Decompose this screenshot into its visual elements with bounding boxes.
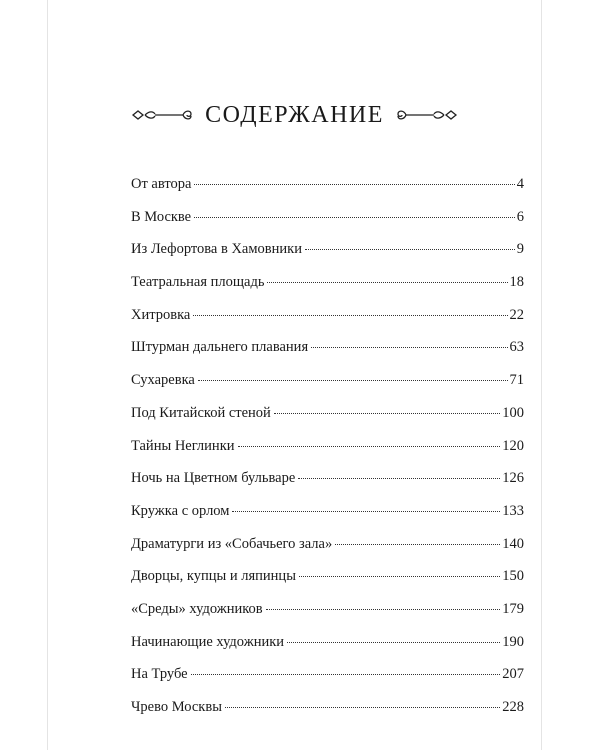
toc-entry[interactable] <box>131 632 524 665</box>
toc-entry-title: Ночь на Цветном бульваре <box>131 470 296 487</box>
toc-entry-page: 100 <box>502 404 524 421</box>
toc-entry-page: 4 <box>516 176 524 192</box>
book-page <box>47 0 542 750</box>
toc-entry-page: 6 <box>516 208 524 225</box>
dot-leader <box>274 413 500 414</box>
toc-entry[interactable] <box>131 174 524 207</box>
toc-entry[interactable] <box>131 337 524 370</box>
dot-leader <box>267 282 507 283</box>
toc-entry[interactable] <box>131 207 524 240</box>
toc-entry-page: 179 <box>502 600 524 617</box>
dot-leader <box>194 217 515 218</box>
toc-entry-page: 140 <box>502 535 524 552</box>
toc-entry-page: 63 <box>509 339 524 356</box>
toc-entry-title: Тайны Неглинки <box>131 437 235 454</box>
toc-entry[interactable] <box>131 501 524 534</box>
toc-entry[interactable] <box>131 697 524 730</box>
toc-entry-title: Под Китайской стеной <box>131 404 271 421</box>
toc-entry-title: Штурман дальнего плавания <box>131 339 309 356</box>
toc-entry[interactable] <box>131 664 524 697</box>
toc-entry-page: 126 <box>502 470 524 487</box>
toc-entry-page: 150 <box>502 568 524 585</box>
toc-entry[interactable] <box>131 599 524 632</box>
dot-leader <box>298 478 500 479</box>
toc-entry-page: 228 <box>502 699 524 715</box>
toc-entry[interactable] <box>131 566 524 599</box>
dot-leader <box>311 347 507 348</box>
toc-entry-title: Из Лефортова в Хамовники <box>131 241 302 258</box>
toc-entry-page: 207 <box>502 666 524 683</box>
dot-leader <box>266 609 501 610</box>
toc-entry-title: Драматурги из «Собачьего зала» <box>131 535 333 552</box>
toc-entry-page: 71 <box>509 372 524 389</box>
dot-leader <box>238 446 501 447</box>
toc-entry-page: 120 <box>502 437 524 454</box>
toc-entry-title: «Среды» художников <box>131 600 263 617</box>
dot-leader <box>232 511 500 512</box>
page-title: СОДЕРЖАНИЕ <box>205 101 384 128</box>
toc-entry-title: Чрево Москвы <box>131 699 222 715</box>
dot-leader <box>225 707 500 708</box>
toc-entry-page: 9 <box>516 241 524 258</box>
toc-entry[interactable] <box>131 370 524 403</box>
dot-leader <box>193 315 507 316</box>
scroll-flourish-icon <box>131 108 193 122</box>
dot-leader <box>194 184 514 185</box>
scroll-flourish-icon <box>396 108 458 122</box>
toc-entry-page: 133 <box>502 502 524 519</box>
toc-entry-title: На Трубе <box>131 666 188 683</box>
toc-entry-title: Хитровка <box>131 306 191 323</box>
dot-leader <box>198 380 508 381</box>
toc-entry-title: Кружка с орлом <box>131 502 230 519</box>
dot-leader <box>191 674 501 675</box>
contents-heading <box>48 100 541 130</box>
toc-entry-title: Театральная площадь <box>131 274 265 291</box>
toc-entry[interactable] <box>131 403 524 436</box>
toc-entry[interactable] <box>131 305 524 338</box>
dot-leader <box>287 642 500 643</box>
dot-leader <box>305 249 515 250</box>
toc-entry[interactable] <box>131 436 524 469</box>
toc-entry-title: В Москве <box>131 208 192 225</box>
toc-entry-title: От автора <box>131 176 192 192</box>
toc-entry[interactable] <box>131 534 524 567</box>
toc-entry-title: Дворцы, купцы и ляпинцы <box>131 568 296 585</box>
toc-entry-title: Сухаревка <box>131 372 195 389</box>
toc-entry-page: 22 <box>509 306 524 323</box>
dot-leader <box>335 544 500 545</box>
toc-entry[interactable] <box>131 272 524 305</box>
toc-entry-page: 18 <box>509 274 524 291</box>
toc-entry-title: Начинающие художники <box>131 633 285 650</box>
toc-entry[interactable] <box>131 239 524 272</box>
toc-entry[interactable] <box>131 468 524 501</box>
table-of-contents <box>131 174 524 730</box>
dot-leader <box>299 576 500 577</box>
toc-entry-page: 190 <box>502 633 524 650</box>
